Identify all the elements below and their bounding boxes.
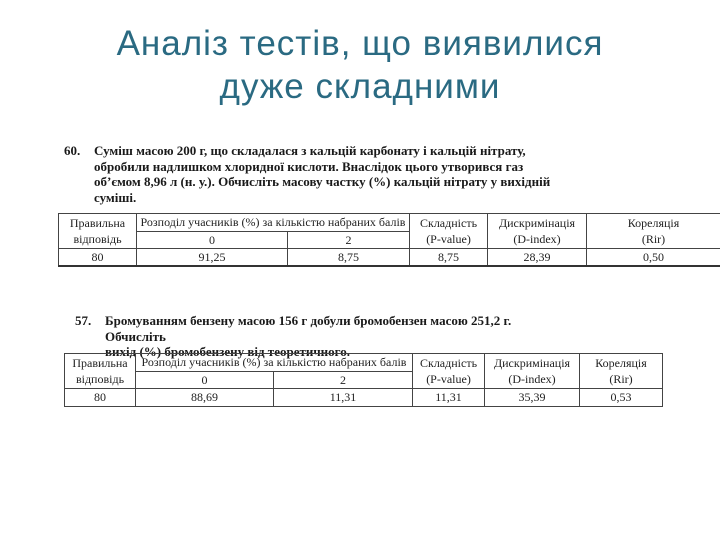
cell-correlation: 0,50 (587, 249, 720, 267)
header-correct-answer: Правильна відповідь (59, 214, 137, 249)
cell-discrimination: 35,39 (485, 389, 580, 407)
question-line: суміші. (94, 189, 137, 205)
cell-correlation: 0,53 (580, 389, 663, 407)
header-discrimination: Дискримінація (D-index) (485, 354, 580, 389)
question-57 (75, 313, 575, 359)
cell-dist-2: 11,31 (274, 389, 413, 407)
cell-correct: 80 (65, 389, 136, 407)
results-table-57 (64, 353, 663, 407)
header-difficulty: Складність (P-value) (413, 354, 485, 389)
header-correlation: Кореляція (Rir) (580, 354, 663, 389)
header-difficulty: Складність (P-value) (410, 214, 488, 249)
cell-correct: 80 (59, 249, 137, 267)
header-score-2: 2 (288, 232, 410, 249)
header-score-0: 0 (137, 232, 288, 249)
table-row (59, 249, 720, 267)
question-line: об’ємом 8,96 л (н. у.). Обчисліть масову частку (%) кальцій нітрату у вихідній (94, 174, 551, 189)
header-score-0: 0 (136, 372, 274, 389)
cell-discrimination: 28,39 (488, 249, 587, 267)
cell-dist-0: 91,25 (137, 249, 288, 267)
question-line: вихід (%) бромобензену від теоретичного. (105, 344, 350, 359)
cell-dist-0: 88,69 (136, 389, 274, 407)
table-row (65, 389, 663, 407)
header-distribution: Розподіл учасників (%) за кількістю набраних балів (137, 214, 410, 232)
question-number: 57. (75, 313, 92, 328)
question-line: обробили надлишком хлоридної кислоти. Внаслідок цього утворився газ (94, 158, 524, 174)
cell-difficulty: 8,75 (410, 249, 488, 267)
question-text (94, 143, 564, 205)
header-discrimination: Дискримінація (D-index) (488, 214, 587, 249)
cell-difficulty: 11,31 (413, 389, 485, 407)
header-score-2: 2 (274, 372, 413, 389)
header-correct-answer: Правильна відповідь (65, 354, 136, 389)
title-line-2: дуже складними (219, 67, 501, 106)
question-line: Бромуванням бензену масою 156 г добули бромобензен масою 251,2 г. Обчисліть (105, 313, 512, 344)
title-line-1: Аналіз тестів, що виявилися (116, 24, 604, 63)
header-distribution: Розподіл учасників (%) за кількістю набраних балів (136, 354, 413, 372)
question-60 (64, 143, 564, 207)
question-number: 60. (64, 143, 81, 158)
page-title (0, 22, 720, 108)
results-table-60 (58, 213, 720, 267)
header-correlation: Кореляція (Rir) (587, 214, 720, 249)
question-line: Суміш масою 200 г, що складалася з кальцій карбонату і кальцій нітрату, (94, 143, 526, 158)
cell-dist-2: 8,75 (288, 249, 410, 267)
